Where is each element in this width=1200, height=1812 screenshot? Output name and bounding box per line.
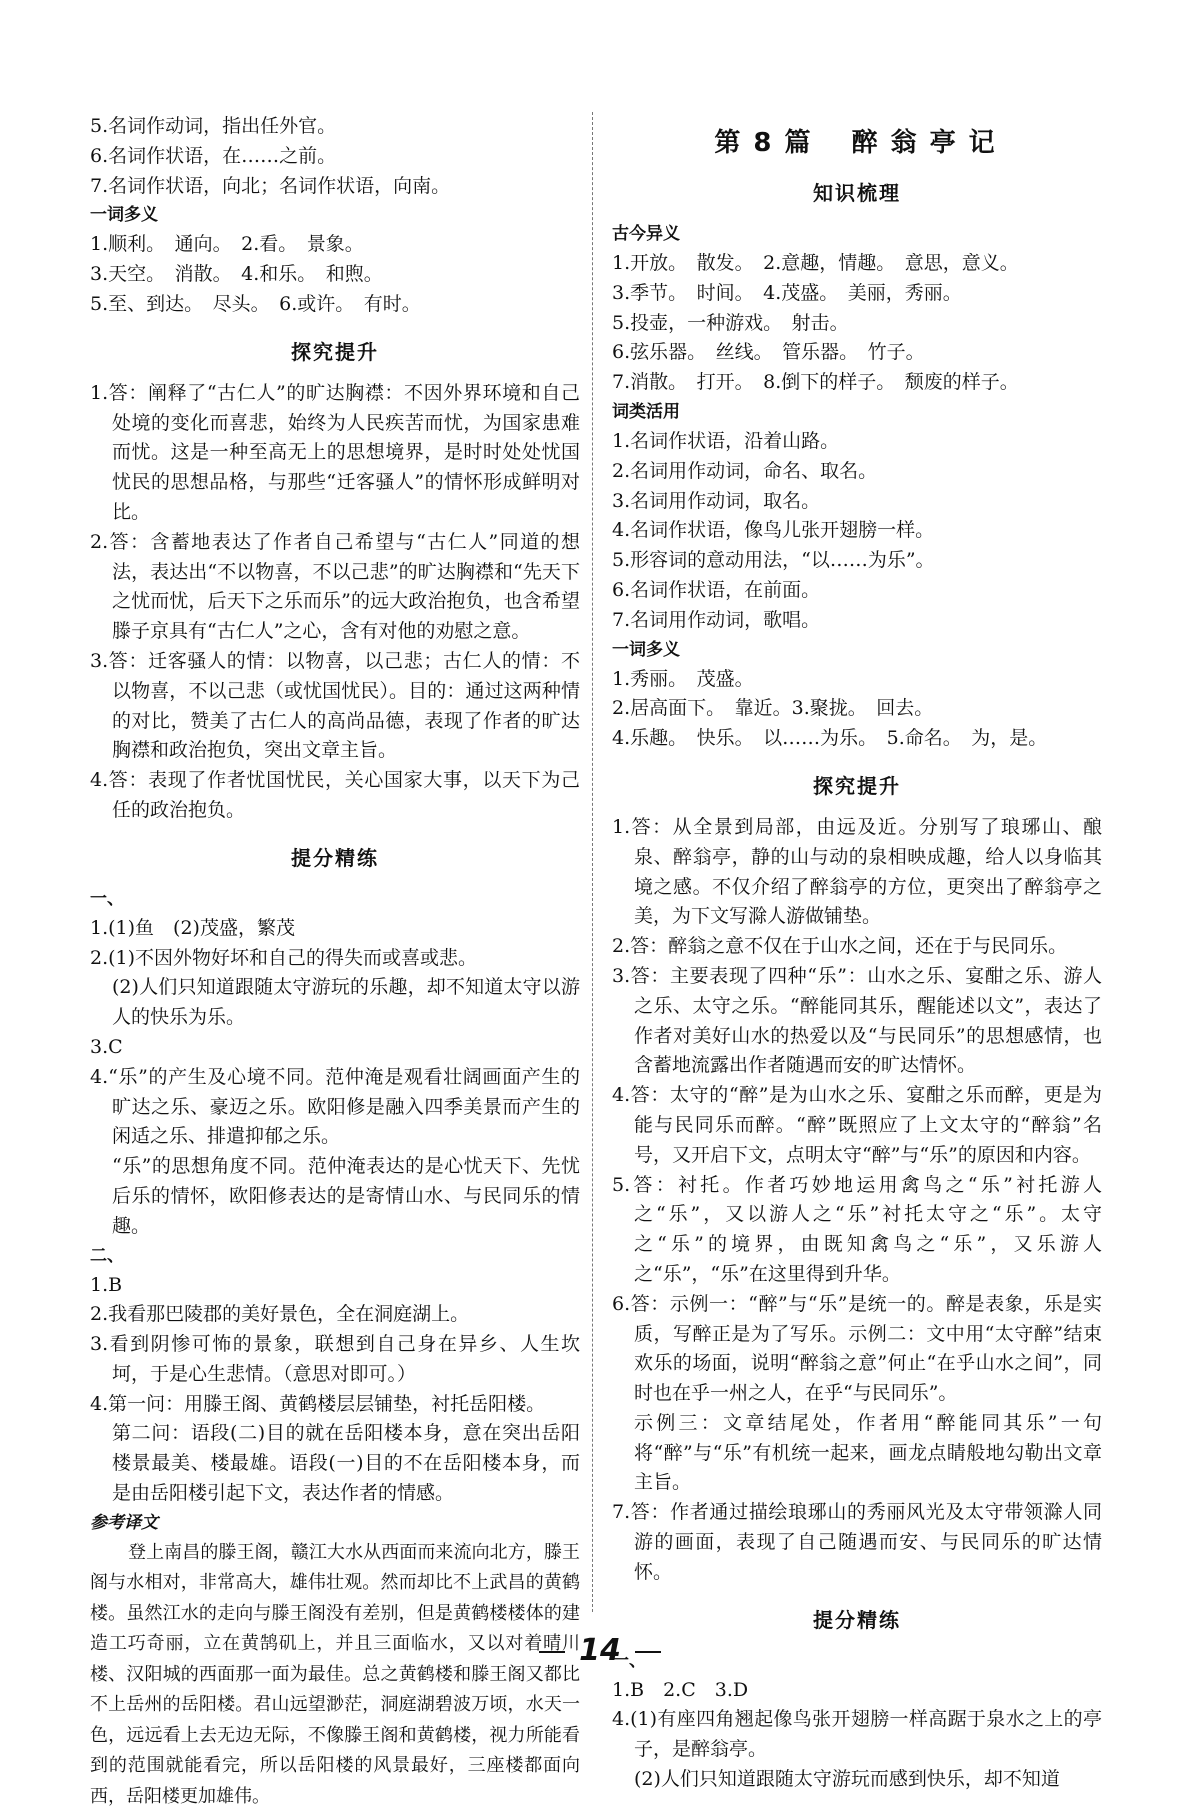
text-line: 6.弦乐器。 丝线。 管乐器。 竹子。	[612, 341, 925, 364]
text-line: 5.名词作动词，指出任外官。	[90, 115, 337, 137]
text-line: 5.形容词的意动用法，“以……为乐”。	[612, 549, 935, 572]
answer-item: 4.答：太守的“醉”是为山水之乐、宴酣之乐而醉，更是为能与民同乐而醉。“醉”既照应了上文太守的“醉翁”名号，又开启下文，点明太守“醉”与“乐”的原因和内容。	[612, 1084, 1102, 1166]
section-title-tanjiu: 探究提升	[291, 339, 379, 364]
page-number: 14	[0, 1633, 1200, 1668]
text-line: 1.(1)鱼 (2)茂盛，繁茂	[90, 916, 295, 939]
answer-item: 4.(1)有座四角翘起像鸟张开翅膀一样高踞于泉水之上的亭子，是醉翁亭。	[612, 1708, 1102, 1761]
answer-item: 5.答：衬托。作者巧妙地运用禽鸟之“乐”衬托游人之“乐”，又以游人之“乐”衬托太守之“乐”。太守之“乐”的境界，由既知禽鸟之“乐”，又乐游人之“乐”，“乐”在这里得到升华。	[612, 1173, 1102, 1285]
text-line: 1.开放。 散发。 2.意趣，情趣。 意思，意义。	[612, 252, 1019, 274]
text-line: 7.名词作状语，向北；名词作状语，向南。	[90, 174, 451, 197]
text-line: 7.名词用作动词，歌唱。	[612, 608, 821, 631]
answer-item: 3.看到阴惨可怖的景象，联想到自己身在异乡、人生坎坷，于是心生悲情。（意思对即可。）	[90, 1333, 580, 1385]
text-line: 1.B	[90, 1273, 123, 1296]
answer-item: 2.我看那巴陵郡的美好景色，全在洞庭湖上。	[90, 1303, 470, 1326]
section-title-tifen: 提分精练	[813, 1607, 901, 1632]
answer-item: 3.答：迁客骚人的情：以物喜，以己悲；古仁人的情：不以物喜，不以己悲（或忧国忧民）。目的：通过这两种情的对比，赞美了古仁人的高尚品德，表现了作者的旷达胸襟和政治抱负，突出文章主旨。	[90, 649, 580, 762]
text-line: 5.投壶，一种游戏。 射击。	[612, 311, 849, 334]
text-line: 7.消散。 打开。 8.倒下的样子。 颓废的样子。	[612, 371, 1019, 394]
essay-heading: 参考译文	[90, 1512, 158, 1533]
answer-item: 1.答：从全景到局部，由远及近。分别写了琅琊山、酿泉、醉翁亭，静的山与动的泉相映成趣，给人以身临其境之感。不仅介绍了醉翁亭的方位，更突出了醉翁亭之美，为下文写滁人游做铺垫。	[612, 815, 1102, 928]
answer-item: 示例三：文章结尾处，作者用“醉能同其乐”一句将“醉”与“乐”有机统一起来，画龙点睛般地勾勒出文章主旨。	[634, 1411, 1102, 1494]
answer-item: 2.答：醉翁之意不仅在于山水之间，还在于与民同乐。	[612, 935, 1068, 958]
text-line: 6.名词作状语，在前面。	[612, 578, 821, 601]
text-line: 3.天空。 消散。 4.和乐。 和煦。	[90, 263, 383, 286]
answer-item: (2)人们只知道跟随太守游玩而感到快乐，却不知道	[634, 1768, 1060, 1791]
text-line: 3.C	[90, 1035, 123, 1058]
answer-item: 第二问：语段(二)目的就在岳阳楼本身，意在突出岳阳楼景最美、楼最雄。语段(一)目的不在岳阳楼本身，而是由岳阳楼引起下文，表达作者的情感。	[112, 1422, 580, 1505]
subheading-yici: 一词多义	[90, 205, 158, 226]
text-line: 4.乐趣。 快乐。 以……为乐。 5.命名。 为，是。	[612, 727, 1048, 750]
subheading-gujin: 古今异义	[612, 224, 680, 244]
text-line: 5.至、到达。 尽头。 6.或许。 有时。	[90, 292, 421, 315]
section-title-tanjiu: 探究提升	[813, 773, 901, 798]
text-line: 6.名词作状语，在……之前。	[90, 144, 337, 167]
part-label: 一、	[612, 1650, 646, 1671]
text-line: 3.季节。 时间。 4.茂盛。 美丽，秀丽。	[612, 281, 962, 304]
part-label: 一、	[90, 888, 124, 909]
essay-translation: 登上南昌的滕王阁，赣江大水从西面而来流向北方，滕王阁与水相对，非常高大，雄伟壮观。然而却比不上武昌的黄鹤楼。虽然江水的走向与滕王阁没有差别，但是黄鹤楼楼体的建造工巧奇丽，立在黄鹄矶上，并且三面临水，又以对着晴川楼、汉阳城的西面那一面为最佳。总之黄鹤楼和滕王阁又都比不上岳州的岳阳楼。君山远望渺茫，洞庭湖碧波万顷，水天一色，远远看上去无边无际，不像滕王阁和黄鹤楼，视力所能看到的范围就能看完，所以岳阳楼的风景最好，三座楼都面向西，岳阳楼更加雄伟。	[90, 1541, 580, 1807]
text-line: 4.名词作状语，像鸟儿张开翅膀一样。	[612, 519, 935, 542]
answer-item: 4.答：表现了作者忧国忧民，关心国家大事，以天下为己任的政治抱负。	[90, 769, 580, 821]
answer-item: 2.答：含蓄地表达了作者自己希望与“古仁人”同道的想法，表达出“不以物喜，不以己悲”的旷达胸襟和“先天下之忧而忧，后天下之乐而乐”的远大政治抱负，也含希望滕子京具有“古仁人”之心，含有对他的劝慰之意。	[90, 530, 580, 643]
text-line: 1.顺利。 通向。 2.看。 景象。	[90, 233, 364, 256]
text-line: 1.B 2.C 3.D	[612, 1678, 749, 1701]
answer-item: 1.答：阐释了“古仁人”的旷达胸襟：不因外界环境和自己处境的变化而喜悲，始终为人民疾苦而忧，为国家患难而忧。这是一种至高无上的思想境界，是时时处处忧国忧民的思想品格，与那些“迁客骚人”的情怀形成鲜明对比。	[90, 381, 580, 523]
text-line: 1.秀丽。 茂盛。	[612, 667, 754, 690]
chapter-title: 第 8 篇 醉 翁 亭 记	[714, 128, 1000, 158]
answer-item: 2.(1)不因外物好坏和自己的得失而或喜或悲。	[90, 946, 478, 969]
subheading-cilei: 词类活用	[612, 401, 680, 422]
answer-item: 6.答：示例一：“醉”与“乐”是统一的。醉是表象，乐是实质，写醉正是为了写乐。示例二：文中用“太守醉”结束欢乐的场面，说明“醉翁之意”何止“在乎山水之间”，同时也在乎一州之人，在乎“与民同乐”。	[612, 1292, 1102, 1405]
text-line: 3.名词用作动词，取名。	[612, 489, 821, 512]
left-column	[90, 112, 580, 1812]
text-line: 2.名词用作动词，命名、取名。	[612, 459, 878, 482]
subheading-yici: 一词多义	[612, 639, 680, 660]
answer-item: 4.第一问：用滕王阁、黄鹤楼层层铺垫，衬托岳阳楼。	[90, 1392, 546, 1415]
answer-item: 7.答：作者通过描绘琅琊山的秀丽风光及太守带领滁人同游的画面，表现了自己随遇而安、与民同乐的旷达情怀。	[612, 1501, 1102, 1583]
right-column	[612, 112, 1102, 1795]
column-divider	[592, 112, 593, 1612]
text-line: 2.居高面下。 靠近。3.聚拢。 回去。	[612, 697, 934, 720]
answer-item: “乐”的思想角度不同。范仲淹表达的是心忧天下、先忧后乐的情怀，欧阳修表达的是寄情山水、与民同乐的情趣。	[112, 1155, 580, 1237]
section-title-zhishi: 知识梳理	[813, 181, 901, 205]
answer-item: 4.“乐”的产生及心境不同。范仲淹是观看壮阔画面产生的旷达之乐、豪迈之乐。欧阳修是融入四季美景而产生的闲适之乐、排遣抑郁之乐。	[90, 1065, 580, 1148]
answer-item: 3.答：主要表现了四种“乐”：山水之乐、宴酣之乐、游人之乐、太守之乐。“醉能同其乐，醒能述以文”，表达了作者对美好山水的热爱以及“与民同乐”的思想感情，也含蓄地流露出作者随遇而安的旷达情怀。	[612, 964, 1102, 1077]
section-title-tifen: 提分精练	[291, 845, 379, 870]
part-label: 二、	[90, 1245, 124, 1266]
text-line: 1.名词作状语，沿着山路。	[612, 429, 840, 452]
answer-item: (2)人们只知道跟随太守游玩的乐趣，却不知道太守以游人的快乐为乐。	[112, 976, 580, 1029]
